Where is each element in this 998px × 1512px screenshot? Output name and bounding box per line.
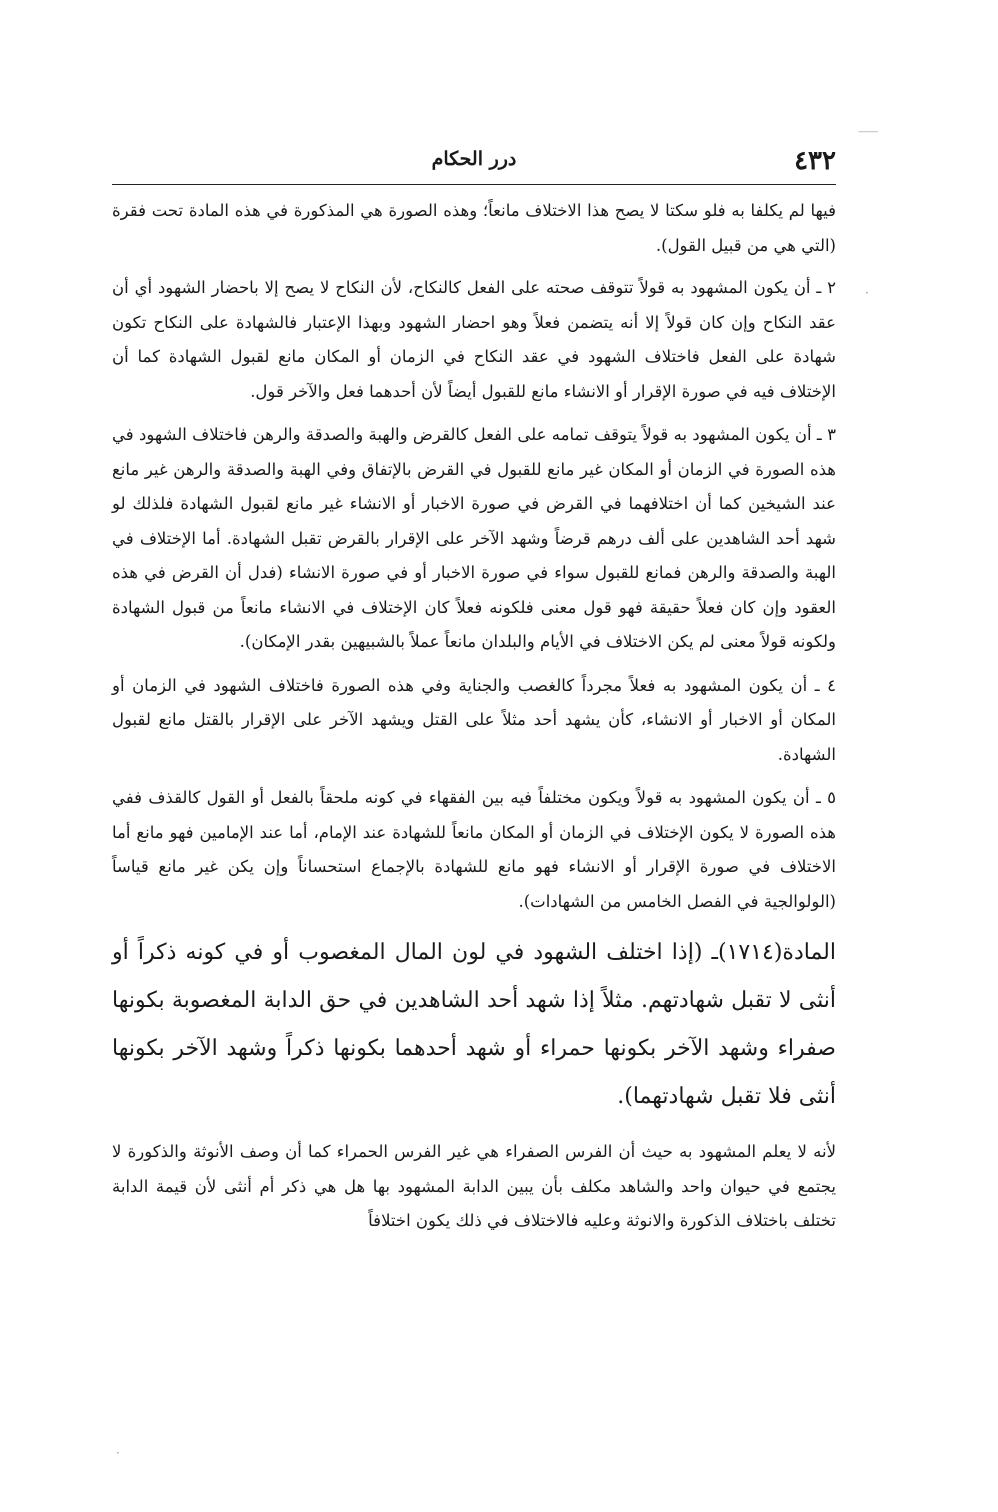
scan-dot: · xyxy=(116,1446,120,1460)
page-number: ٤٣٢ xyxy=(794,146,836,176)
article-1714: المادة(١٧١٤)ـ (إذا اختلف الشهود في لون المال المغصوب أو في كونه ذكراً أو أنثى لا تقبل شهادتهم. مثلاً إذا شهد أحد الشاهدين في حق الدابة المغصوبة بكونها صفراء وشهد الآخر بكونها حمراء أو شهد أحدهما بكونها ذكراً وشهد الآخر بكونها أنثى فلا تقبل شهادتهما). xyxy=(112,940,836,1109)
paragraph-case-4: ٤ ـ أن يكون المشهود به فعلاً مجرداً كالغصب والجناية وفي هذه الصورة فاختلاف الشهود في الزمان أو المكان أو الاخبار أو الانشاء، كأن يشهد أحد مثلاً على القتل ويشهد الآخر على الإقرار بالقتل مانع لقبول الشهادة. xyxy=(112,675,836,764)
page-body xyxy=(112,194,836,1248)
running-header xyxy=(112,146,836,180)
scan-mark: ⸺ xyxy=(858,124,879,138)
paragraph-commentary: لأنه لا يعلم المشهود به حيث أن الفرس الصفراء هي غير الفرس الحمراء كما أن وصف الأنوثة والذكورة لا يجتمع في حيوان واحد والشاهد مكلف بأن يبين الدابة المشهود بها هل هي ذكر أم أنثى لأن قيمة الدابة تختلف باختلاف الذكورة والانوثة وعليه فالاختلاف في ذلك يكون اختلافاً xyxy=(112,1142,836,1230)
paragraph-case-2: ٢ ـ أن يكون المشهود به قولاً تتوقف صحته على الفعل كالنكاح، لأن النكاح لا يصح إلا باحضار الشهود أي أن عقد النكاح وإن كان قولاً إلا أنه يتضمن فعلاً وهو احضار الشهود وبهذا الإعتبار فالشهادة على النكاح تكون شهادة على الفعل فاختلاف الشهود في عقد النكاح في الزمان أو المكان مانع لقبول الشهادة كما أن الإختلاف فيه في صورة الإقرار أو الانشاء مانع للقبول أيضاً لأن أحدهما فعل والآخر قول. xyxy=(112,278,836,401)
header-rule xyxy=(112,184,836,185)
paragraph-case-5: ٥ ـ أن يكون المشهود به قولاً ويكون مختلفاً فيه بين الفقهاء في كونه ملحقاً بالفعل أو القول كالقذف ففي هذه الصورة لا يكون الإختلاف في الزمان أو المكان مانعاً للشهادة عند الإمام، أما عند الإمامين فهو مانع أما الاختلاف في صورة الإقرار أو الانشاء فهو مانع للشهادة بالإجماع استحساناً وإن يكن غير مانع قياساً (الولوالجية في الفصل الخامس من الشهادات). xyxy=(112,788,836,911)
paragraph-case-3: ٣ ـ أن يكون المشهود به قولاً يتوقف تمامه على الفعل كالقرض والهبة والصدقة والرهن فاختلاف الشهود في هذه الصورة في الزمان أو المكان غير مانع للقبول في القرض بالإتفاق وفي الهبة والصدقة والرهن غير مانع عند الشيخين كما أن اختلافهما في القرض في صورة الاخبار أو الانشاء غير مانع لقبول الشهادة فلذلك لو شهد أحد الشاهدين على ألف درهم قرضاً وشهد الآخر على الإقرار بالقرض تقبل الشهادة. أما الإختلاف في الهبة والصدقة والرهن فمانع للقبول سواء في صورة الاخبار أو في صورة الانشاء (فدل أن القرض في هذه العقود وإن كان فعلاً حقيقة فهو قول معنى فلكونه فعلاً كان الإختلاف في الانشاء مانعاً من قبول الشهادة ولكونه قولاً معنى لم يكن الاختلاف في الأيام والبلدان مانعاً عملاً بالشبيهين بقدر الإمكان). xyxy=(112,425,836,651)
scan-dot: · xyxy=(865,286,869,300)
paragraph-continuation: فيها لم يكلفا به فلو سكتا لا يصح هذا الاختلاف مانعاً؛ وهذه الصورة هي المذكورة في هذه المادة تحت فقرة (التي هي من قبيل القول). xyxy=(112,201,836,255)
book-title: درر الحكام xyxy=(431,148,517,170)
